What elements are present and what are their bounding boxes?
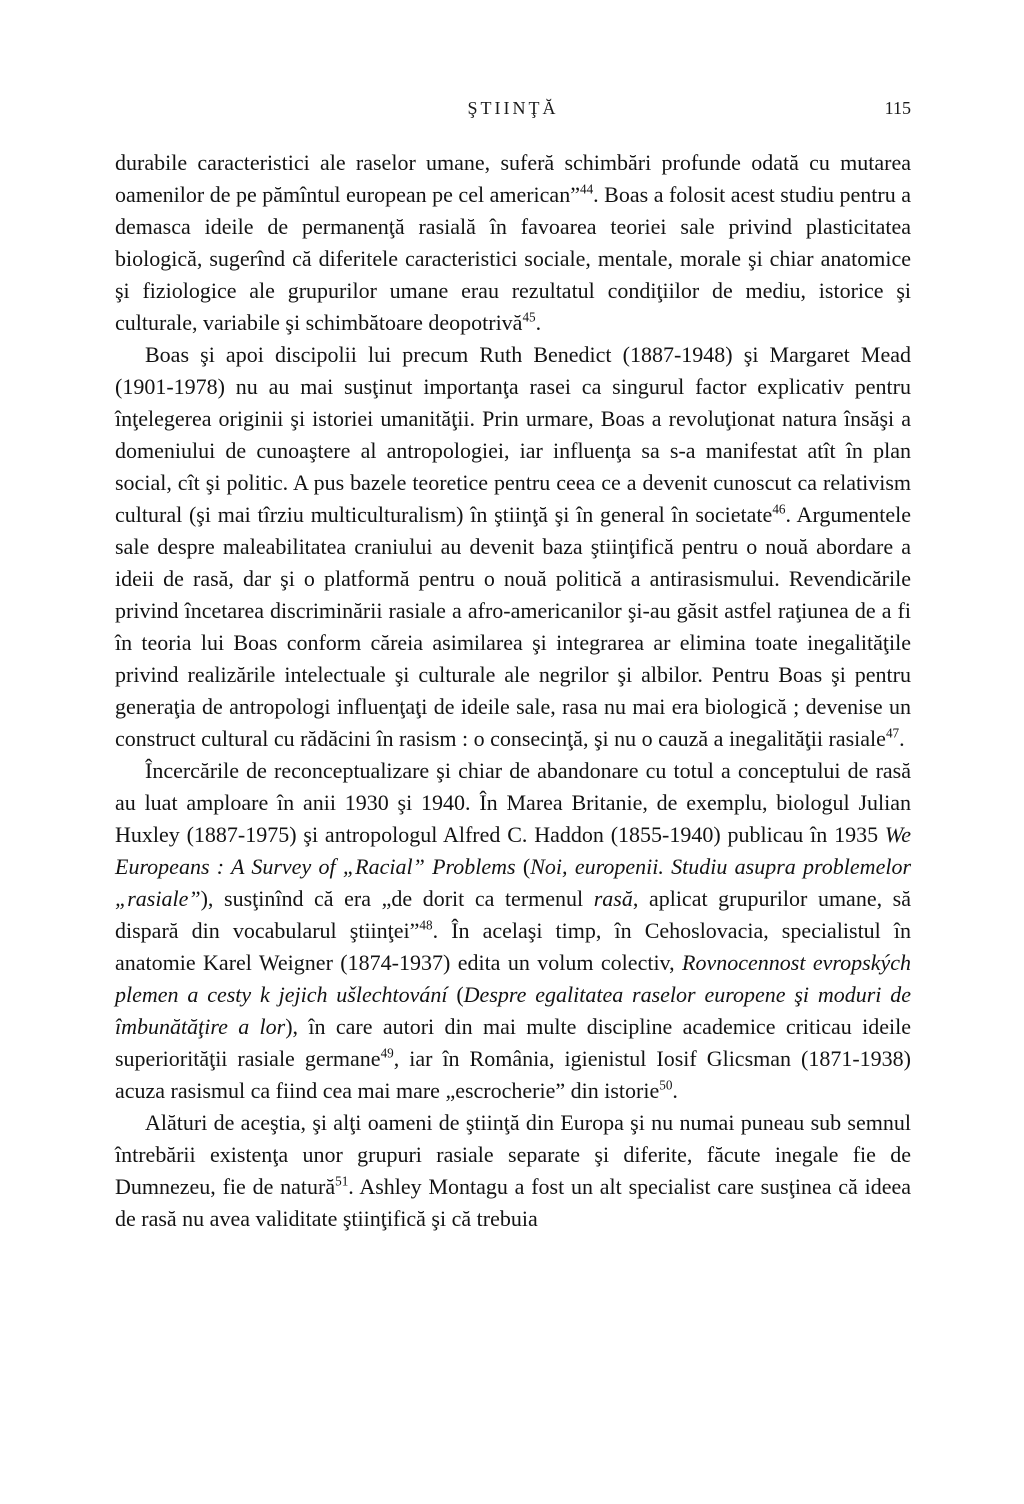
text-run: . <box>899 726 905 751</box>
footnote-reference: 50 <box>659 1077 673 1093</box>
text-run: . Ashley Montagu a fost un alt specialist care susţinea că ideea de rasă nu avea validitate ştiinţifică şi că trebuia <box>115 1174 912 1231</box>
italic-text-run: Rovnocennost evropských plemen a cesty k jejich ušlechtování <box>115 950 911 1007</box>
running-head <box>115 98 911 122</box>
text-run: Alături de aceştia, şi alţi oameni de ştiinţă din Europa şi nu numai puneau sub semnul întrebării existenţa unor grupuri rasiale separate şi diferite, făcute inegale fie de Dumnezeu, fie de natură <box>115 1110 911 1199</box>
text-run: ), susţinînd că era „de dorit ca termenul <box>200 886 594 911</box>
paragraph <box>115 147 911 339</box>
text-run: . <box>535 310 542 335</box>
running-head-title: ŞTIINŢĂ <box>467 98 559 118</box>
footnote-reference: 51 <box>335 1173 349 1189</box>
page-number: 115 <box>884 98 911 118</box>
footnote-reference: 48 <box>419 917 433 933</box>
italic-text-run: We Europeans : A Survey of „Racial” Problems <box>115 822 911 879</box>
text-run: ), în care autori din mai multe discipline academice criticau ideile superiorităţii rasiale germane <box>115 1014 911 1071</box>
text-run: . Boas a folosit acest studiu pentru a demasca ideile de permanenţă rasială în favoarea teoriei sale privind plasticitatea biologică, sugerînd că diferitele caracteristici sociale, mentale, morale şi chiar anatomice şi fiziologice ale grupurilor umane erau rezultatul condiţiilor de mediu, istorice şi culturale, variabile şi schimbătoare deopotrivă <box>115 182 911 335</box>
footnote-reference: 45 <box>522 309 536 325</box>
italic-text-run: Despre egalitatea raselor europene şi moduri de îmbunătăţire a lor <box>115 982 911 1039</box>
text-run: ( <box>515 854 531 879</box>
page-body <box>115 147 911 1235</box>
text-run: . <box>672 1078 678 1103</box>
text-run: durabile caracteristici ale raselor umane, suferă schimbări profunde odată cu mutarea oamenilor de pe pămîntul european pe cel american” <box>115 150 911 207</box>
text-run: , iar în România, igienistul Iosif Glicsman (1871-1938) acuza rasismul ca fiind cea mai mare „escrocherie” din istorie <box>115 1046 911 1103</box>
text-run: Încercările de reconceptualizare şi chiar de abandonare cu totul a conceptului de rasă au luat amploare în anii 1930 şi 1940. În Marea Britanie, de exemplu, biologul Julian Huxley (1887-1975) şi antropologul Alfred C. Haddon (1855-1940) publicau în 1935 <box>115 758 911 847</box>
italic-text-run: rasă <box>593 886 633 911</box>
footnote-reference: 46 <box>772 501 786 517</box>
footnote-reference: 49 <box>380 1045 394 1061</box>
text-run: Boas şi apoi discipolii lui precum Ruth Benedict (1887-1948) şi Margaret Mead (1901-1978) nu au mai susţinut importanţa rasei ca singurul factor explicativ pentru înţelegerea originii şi istoriei umanităţii. Prin urmare, Boas a revoluţionat natura însăşi a domeniului de cunoaştere al antropologiei, iar influenţa sa s-a manifestat atît în plan social, cît şi politic. A pus bazele teoretice pentru ceea ce a devenit cunoscut ca relativism cultural (şi mai tîrziu multiculturalism) în ştiinţă şi în general în societate <box>115 342 911 527</box>
footnote-reference: 47 <box>885 725 900 741</box>
italic-text-run: Noi, europenii. Studiu asupra problemelor „rasiale” <box>115 854 912 911</box>
paragraph <box>115 755 911 1107</box>
footnote-reference: 44 <box>579 181 594 197</box>
paragraph <box>115 339 911 755</box>
text-run: ( <box>447 982 464 1007</box>
text-run: . Argumentele sale despre maleabilitatea craniului au devenit baza ştiinţifică pentru o nouă abordare a ideii de rasă, dar şi o platformă pentru o nouă politică a antirasismului. Revendicările privind încetarea discriminării rasiale a afro-americanilor şi-au găsit astfel raţiunea de a fi în teoria lui Boas conform căreia asimilarea şi integrarea ar elimina toate inegalităţile privind realizările intelectuale şi culturale ale negrilor şi albilor. Pentru Boas şi pentru generaţia de antropologi influenţaţi de ideile sale, rasa nu mai era biologică ; devenise un construct cultural cu rădăcini în rasism : o consecinţă, şi nu o cauză a inegalităţii rasiale <box>115 502 912 751</box>
paragraph <box>115 1107 911 1235</box>
text-run: . În acelaşi timp, în Cehoslovacia, specialistul în anatomie Karel Weigner (1874-1937) edita un volum colectiv, <box>115 918 911 975</box>
text-run: , aplicat grupurilor umane, să dispară din vocabularul ştiinţei” <box>115 886 911 943</box>
